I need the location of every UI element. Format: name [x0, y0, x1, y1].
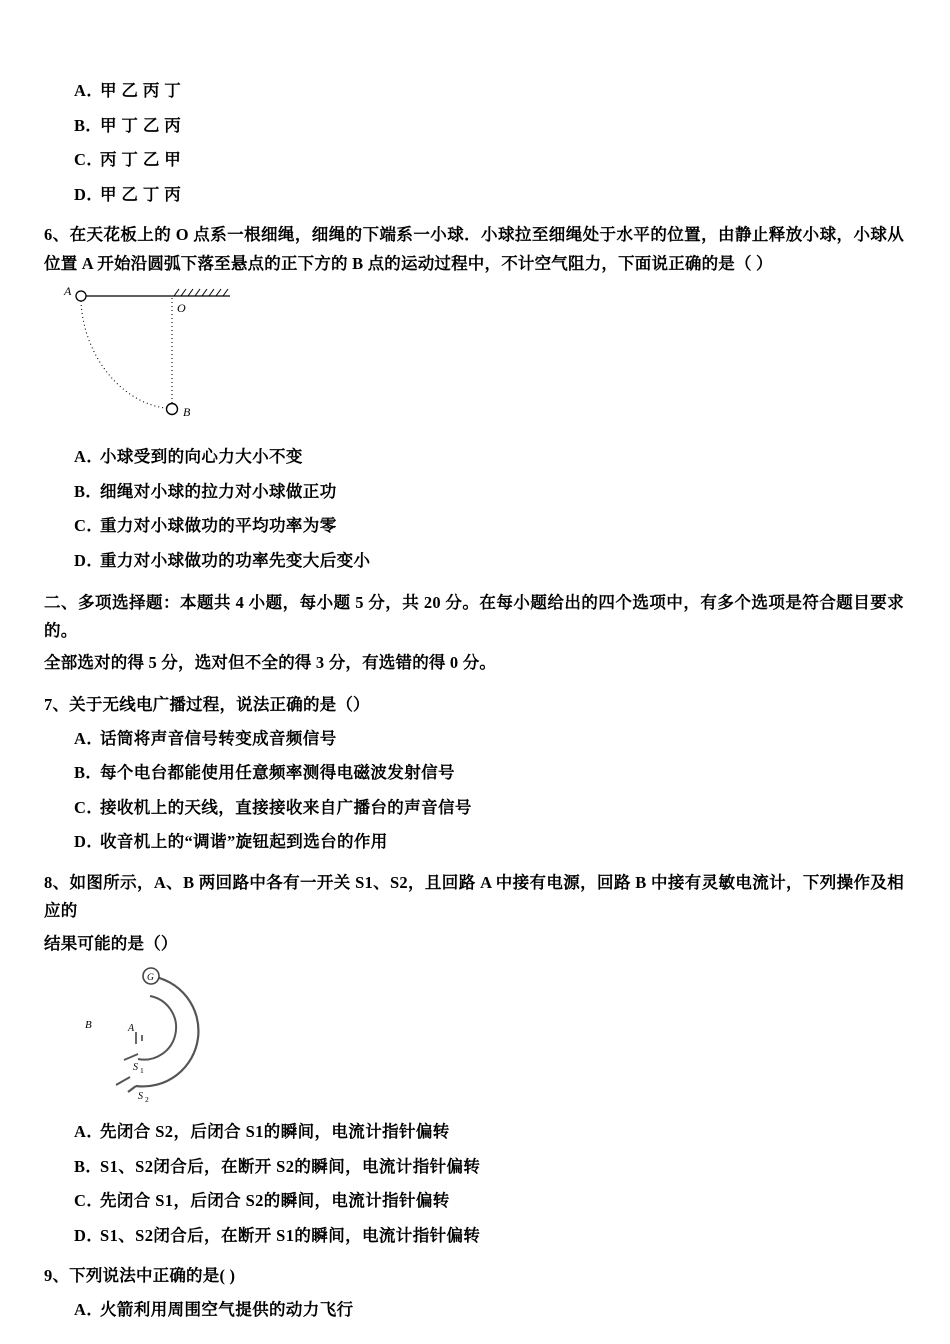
svg-text:2: 2: [145, 1095, 149, 1105]
option-text: 先闭合 S1，后闭合 S2的瞬间，电流计指针偏转: [100, 1191, 450, 1211]
option-text: 小球受到的向心力大小不变: [100, 447, 303, 466]
option-label: A．: [74, 1122, 104, 1142]
section-two-line1: 二、多项选择题：本题共 4 小题，每小题 5 分，共 20 分。在每小题给出的四个选项中，有多个选项是符合题目要求的。: [44, 593, 904, 641]
svg-text:O: O: [177, 301, 186, 315]
option-item: [44, 78, 904, 104]
svg-text:B: B: [183, 405, 191, 419]
svg-text:S: S: [138, 1091, 143, 1103]
option-item: [44, 1188, 904, 1214]
option-item: [44, 726, 904, 752]
question-7-options: [44, 726, 904, 855]
option-label: C．: [74, 150, 104, 170]
svg-text:B: B: [85, 1019, 92, 1032]
circuit-loops-diagram: [50, 964, 904, 1109]
option-label: D．: [74, 1225, 104, 1245]
svg-text:A: A: [128, 1023, 135, 1035]
option-text: 细绳对小球的拉力对小球做正功: [100, 481, 337, 501]
option-label: B．: [74, 1156, 103, 1176]
section-two-line2: 全部选对的得 5 分，选对但不全的得 3 分，有选错的得 0 分。: [44, 653, 497, 673]
option-item: [44, 182, 904, 208]
option-label: B．: [74, 115, 103, 135]
svg-text:G: G: [147, 973, 154, 984]
option-item: [44, 444, 904, 470]
option-item: [44, 479, 904, 505]
option-label: B．: [74, 481, 103, 501]
option-label: A．: [74, 81, 104, 100]
option-item: [44, 795, 904, 821]
option-label: B．: [74, 763, 103, 783]
option-item: [44, 829, 904, 855]
option-text: 丙 丁 乙 甲: [100, 150, 182, 170]
question-9-stem: 9、下列说法中正确的是( ): [44, 1266, 236, 1286]
option-text: 甲 乙 丙 丁: [100, 81, 182, 100]
option-text: S1、S2闭合后，在断开 S2的瞬间，电流计指针偏转: [100, 1156, 481, 1176]
question-6-options: [44, 444, 904, 573]
question-7-stem: 7、关于无线电广播过程，说法正确的是（）: [44, 695, 370, 715]
question-8-stem-line1: 8、如图所示，A、B 两回路中各有一开关 S1、S2，且回路 A 中接有电源，回路 B 中接有灵敏电流计，下列操作及相应的: [44, 873, 904, 921]
option-text: 甲 乙 丁 丙: [100, 184, 182, 204]
option-item: [44, 1119, 904, 1145]
option-text: 火箭利用周围空气提供的动力飞行: [100, 1299, 354, 1319]
option-item: [44, 760, 904, 786]
option-text: 每个电台都能使用任意频率测得电磁波发射信号: [100, 763, 455, 783]
option-label: A．: [74, 1299, 104, 1319]
option-item: [44, 1154, 904, 1180]
option-text: 重力对小球做功的功率先变大后变小: [100, 550, 371, 570]
question-8-stem-line2: 结果可能的是（）: [44, 933, 178, 953]
pendulum-diagram: [50, 284, 904, 434]
option-text: 重力对小球做功的平均功率为零: [100, 516, 337, 536]
option-label: A．: [74, 447, 104, 466]
option-label: C．: [74, 516, 104, 536]
option-text: 甲 丁 乙 丙: [100, 115, 182, 135]
svg-text:A: A: [64, 284, 72, 298]
option-item: [44, 548, 904, 574]
option-label: D．: [74, 550, 104, 570]
option-item: [44, 113, 904, 139]
option-text: 先闭合 S2，后闭合 S1的瞬间，电流计指针偏转: [100, 1122, 450, 1142]
svg-text:1: 1: [140, 1066, 144, 1076]
option-text: 话筒将声音信号转变成音频信号: [100, 728, 337, 748]
question-5-options: [44, 78, 904, 207]
option-label: D．: [74, 184, 104, 204]
option-text: 接收机上的天线，直接接收来自广播台的声音信号: [100, 797, 472, 817]
question-6-stem: 6、在天花板上的 O 点系一根细绳，细绳的下端系一小球．小球拉至细绳处于水平的位置，由静止释放小球，小球从位置 A 开始沿圆弧下落至悬点的正下方的 B 点的运动过程中，不计空气阻力，下面说正确的是（ ）: [44, 225, 904, 273]
option-label: D．: [74, 832, 104, 852]
option-label: C．: [74, 797, 104, 817]
question-8-options: [44, 1119, 904, 1248]
option-label: C．: [74, 1191, 104, 1211]
option-item: [44, 1297, 904, 1323]
option-item: [44, 513, 904, 539]
option-item: [44, 1223, 904, 1249]
option-label: A．: [74, 728, 104, 748]
option-item: [44, 147, 904, 173]
question-9-options: [44, 1297, 904, 1323]
option-text: 收音机上的“调谐”旋钮起到选台的作用: [100, 832, 388, 852]
svg-text:S: S: [133, 1062, 138, 1074]
option-text: S1、S2闭合后，在断开 S1的瞬间，电流计指针偏转: [100, 1225, 481, 1245]
